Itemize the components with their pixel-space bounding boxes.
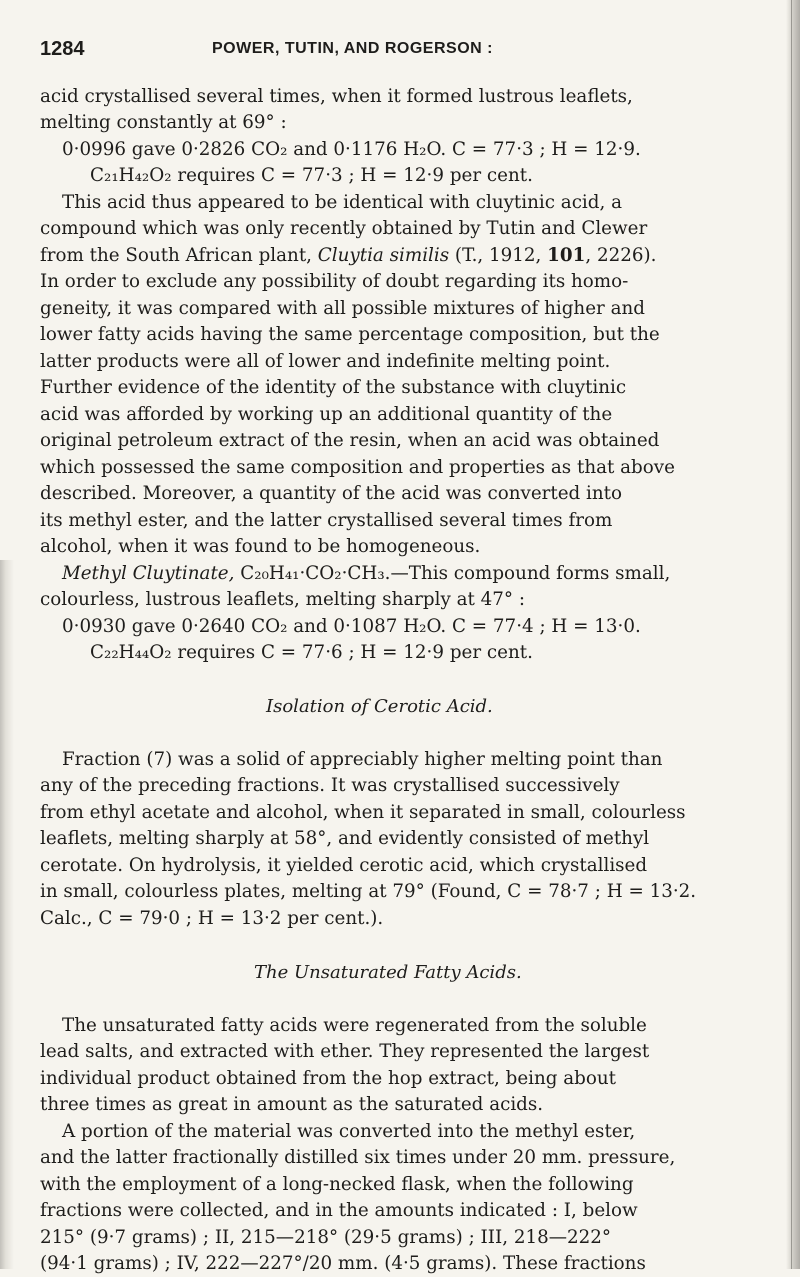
text-line: (94·1 grams) ; IV, 222—227°/20 mm. (4·5 grams). These fractions (40, 1253, 646, 1274)
citation-suffix: , 2226). (585, 245, 657, 266)
text-line: described. Moreover, a quantity of the acid was converted into (40, 483, 623, 504)
text-line: its methyl ester, and the latter crystallised several times from (40, 510, 613, 531)
page-edge-shadow (786, 0, 800, 1269)
citation-volume: 101 (547, 245, 586, 266)
text-line: Calc., C = 79·0 ; H = 13·2 per cent.). (40, 908, 384, 929)
text-line: melting constantly at 69° : (40, 112, 287, 133)
text-line: acid crystallised several times, when it formed lustrous leaflets, (40, 86, 633, 107)
text-line: Fraction (7) was a solid of appreciably higher melting point than (62, 749, 663, 770)
text-line: In order to exclude any possibility of doubt regarding its homo- (40, 271, 629, 292)
text-line: geneity, it was compared with all possible mixtures of higher and (40, 298, 645, 319)
page-number: 1284 (40, 38, 85, 60)
text-line: in small, colourless plates, melting at 79° (Found, C = 78·7 ; H = 13·2. (40, 881, 697, 902)
text-line: The unsaturated fatty acids were regenerated from the soluble (62, 1015, 647, 1036)
analysis-line: 0·0930 gave 0·2640 CO₂ and 0·1087 H₂O. C = 77·4 ; H = 13·0. (62, 616, 641, 637)
text-line: cerotate. On hydrolysis, it yielded cerotic acid, which crystallised (40, 855, 648, 876)
text-line: This acid thus appeared to be identical with cluytinic acid, a (62, 192, 622, 213)
text-line: alcohol, when it was found to be homogeneous. (40, 536, 481, 557)
page-header (40, 38, 740, 68)
text-line: acid was afforded by working up an additional quantity of the (40, 404, 613, 425)
text-line: with the employment of a long-necked flask, when the following (40, 1174, 634, 1195)
text-line: individual product obtained from the hop extract, being about (40, 1068, 617, 1089)
text-line: latter products were all of lower and indefinite melting point. (40, 351, 611, 372)
citation-prefix: (T., 1912, (449, 245, 548, 266)
text-line: fractions were collected, and in the amounts indicated : I, below (40, 1200, 638, 1221)
text-segment: from the South African plant, (40, 245, 318, 266)
compound-name: Methyl Cluytinate, (62, 563, 235, 584)
text-line: from ethyl acetate and alcohol, when it separated in small, colourless (40, 802, 686, 823)
text-line: 215° (9·7 grams) ; II, 215—218° (29·5 grams) ; III, 218—222° (40, 1227, 612, 1248)
text-line: leaflets, melting sharply at 58°, and evidently consisted of methyl (40, 828, 650, 849)
species-name: Cluytia similis (317, 245, 450, 266)
text-line: which possessed the same composition and properties as that above (40, 457, 675, 478)
text-line (40, 243, 656, 269)
text-line: Further evidence of the identity of the substance with cluytinic (40, 377, 627, 398)
page-edge-line (791, 0, 792, 1269)
text-line: A portion of the material was converted into the methyl ester, (62, 1121, 636, 1142)
section-heading-cerotic: Isolation of Cerotic Acid. (266, 696, 493, 717)
text-line: three times as great in amount as the saturated acids. (40, 1094, 544, 1115)
formula-line: C₂₂H₄₄O₂ requires C = 77·6 ; H = 12·9 per cent. (90, 642, 533, 663)
running-head: POWER, TUTIN, AND ROGERSON : (212, 40, 493, 57)
text-segment: C₂₀H₄₁·CO₂·CH₃.—This compound forms small, (234, 563, 671, 584)
binding-shadow (0, 560, 14, 1269)
text-line: and the latter fractionally distilled six times under 20 mm. pressure, (40, 1147, 676, 1168)
text-line: lower fatty acids having the same percentage composition, but the (40, 324, 660, 345)
text-line: lead salts, and extracted with ether. They represented the largest (40, 1041, 650, 1062)
text-line: compound which was only recently obtained by Tutin and Clewer (40, 218, 648, 239)
text-line (62, 561, 670, 587)
text-line: any of the preceding fractions. It was crystallised successively (40, 775, 620, 796)
section-heading-unsaturated: The Unsaturated Fatty Acids. (254, 962, 522, 983)
analysis-line: 0·0996 gave 0·2826 CO₂ and 0·1176 H₂O. C = 77·3 ; H = 12·9. (62, 139, 641, 160)
formula-line: C₂₁H₄₂O₂ requires C = 77·3 ; H = 12·9 per cent. (90, 165, 533, 186)
text-line: colourless, lustrous leaflets, melting sharply at 47° : (40, 589, 526, 610)
text-line: original petroleum extract of the resin, when an acid was obtained (40, 430, 660, 451)
